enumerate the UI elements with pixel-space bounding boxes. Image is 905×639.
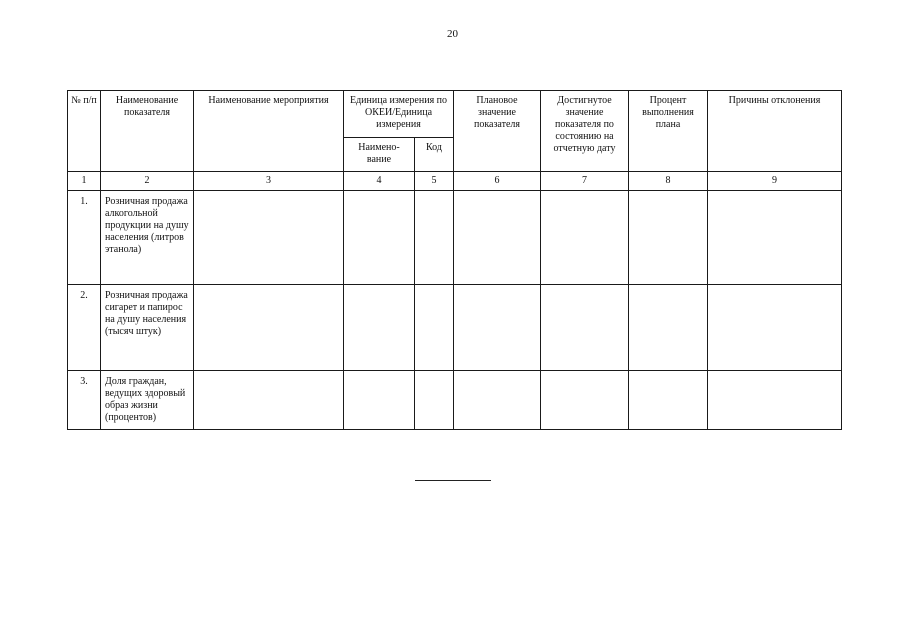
header-event: Наименование мероприятия <box>194 91 344 172</box>
column-number: 3 <box>194 172 344 191</box>
header-row <box>68 91 842 138</box>
cell-unit-code[interactable] <box>415 371 454 430</box>
page-number: 20 <box>447 28 458 40</box>
header-unit-code: Код <box>415 138 454 172</box>
header-indicator: Наименование показателя <box>101 91 194 172</box>
row-number: 3. <box>68 371 101 430</box>
header-unit-group: Единица измерения по ОКЕИ/Единица измерения <box>344 91 454 138</box>
column-numbers-row <box>68 172 842 191</box>
cell-planned[interactable] <box>454 285 541 371</box>
column-number: 6 <box>454 172 541 191</box>
cell-reasons[interactable] <box>708 191 842 285</box>
table-row <box>68 191 842 285</box>
header-num: № п/п <box>68 91 101 172</box>
header-reasons: Причины отклонения <box>708 91 842 172</box>
row-indicator: Розничная продажа сигарет и папирос на душу населения (тысяч штук) <box>101 285 194 371</box>
cell-unit-code[interactable] <box>415 191 454 285</box>
cell-unit-name[interactable] <box>344 191 415 285</box>
table-row <box>68 371 842 430</box>
end-divider <box>415 480 491 481</box>
cell-reasons[interactable] <box>708 371 842 430</box>
cell-achieved[interactable] <box>541 191 629 285</box>
cell-percent[interactable] <box>629 191 708 285</box>
cell-event[interactable] <box>194 191 344 285</box>
report-table <box>67 90 842 430</box>
cell-event[interactable] <box>194 285 344 371</box>
header-achieved: Достигнутое значение показателя по состоянию на отчетную дату <box>541 91 629 172</box>
cell-achieved[interactable] <box>541 371 629 430</box>
cell-percent[interactable] <box>629 285 708 371</box>
cell-unit-name[interactable] <box>344 285 415 371</box>
cell-unit-code[interactable] <box>415 285 454 371</box>
table-row <box>68 285 842 371</box>
column-number: 8 <box>629 172 708 191</box>
column-number: 5 <box>415 172 454 191</box>
cell-unit-name[interactable] <box>344 371 415 430</box>
row-indicator: Розничная продажа алкогольной продукции на душу населения (литров этанола) <box>101 191 194 285</box>
header-planned: Плановое значение показателя <box>454 91 541 172</box>
row-number: 2. <box>68 285 101 371</box>
column-number: 1 <box>68 172 101 191</box>
column-number: 2 <box>101 172 194 191</box>
cell-planned[interactable] <box>454 191 541 285</box>
cell-event[interactable] <box>194 371 344 430</box>
header-unit-name: Наимено-вание <box>344 138 415 172</box>
column-number: 4 <box>344 172 415 191</box>
column-number: 7 <box>541 172 629 191</box>
cell-achieved[interactable] <box>541 285 629 371</box>
row-indicator: Доля граждан, ведущих здоровый образ жизни (процентов) <box>101 371 194 430</box>
cell-reasons[interactable] <box>708 285 842 371</box>
header-percent: Процент выполнения плана <box>629 91 708 172</box>
cell-percent[interactable] <box>629 371 708 430</box>
column-number: 9 <box>708 172 842 191</box>
cell-planned[interactable] <box>454 371 541 430</box>
row-number: 1. <box>68 191 101 285</box>
